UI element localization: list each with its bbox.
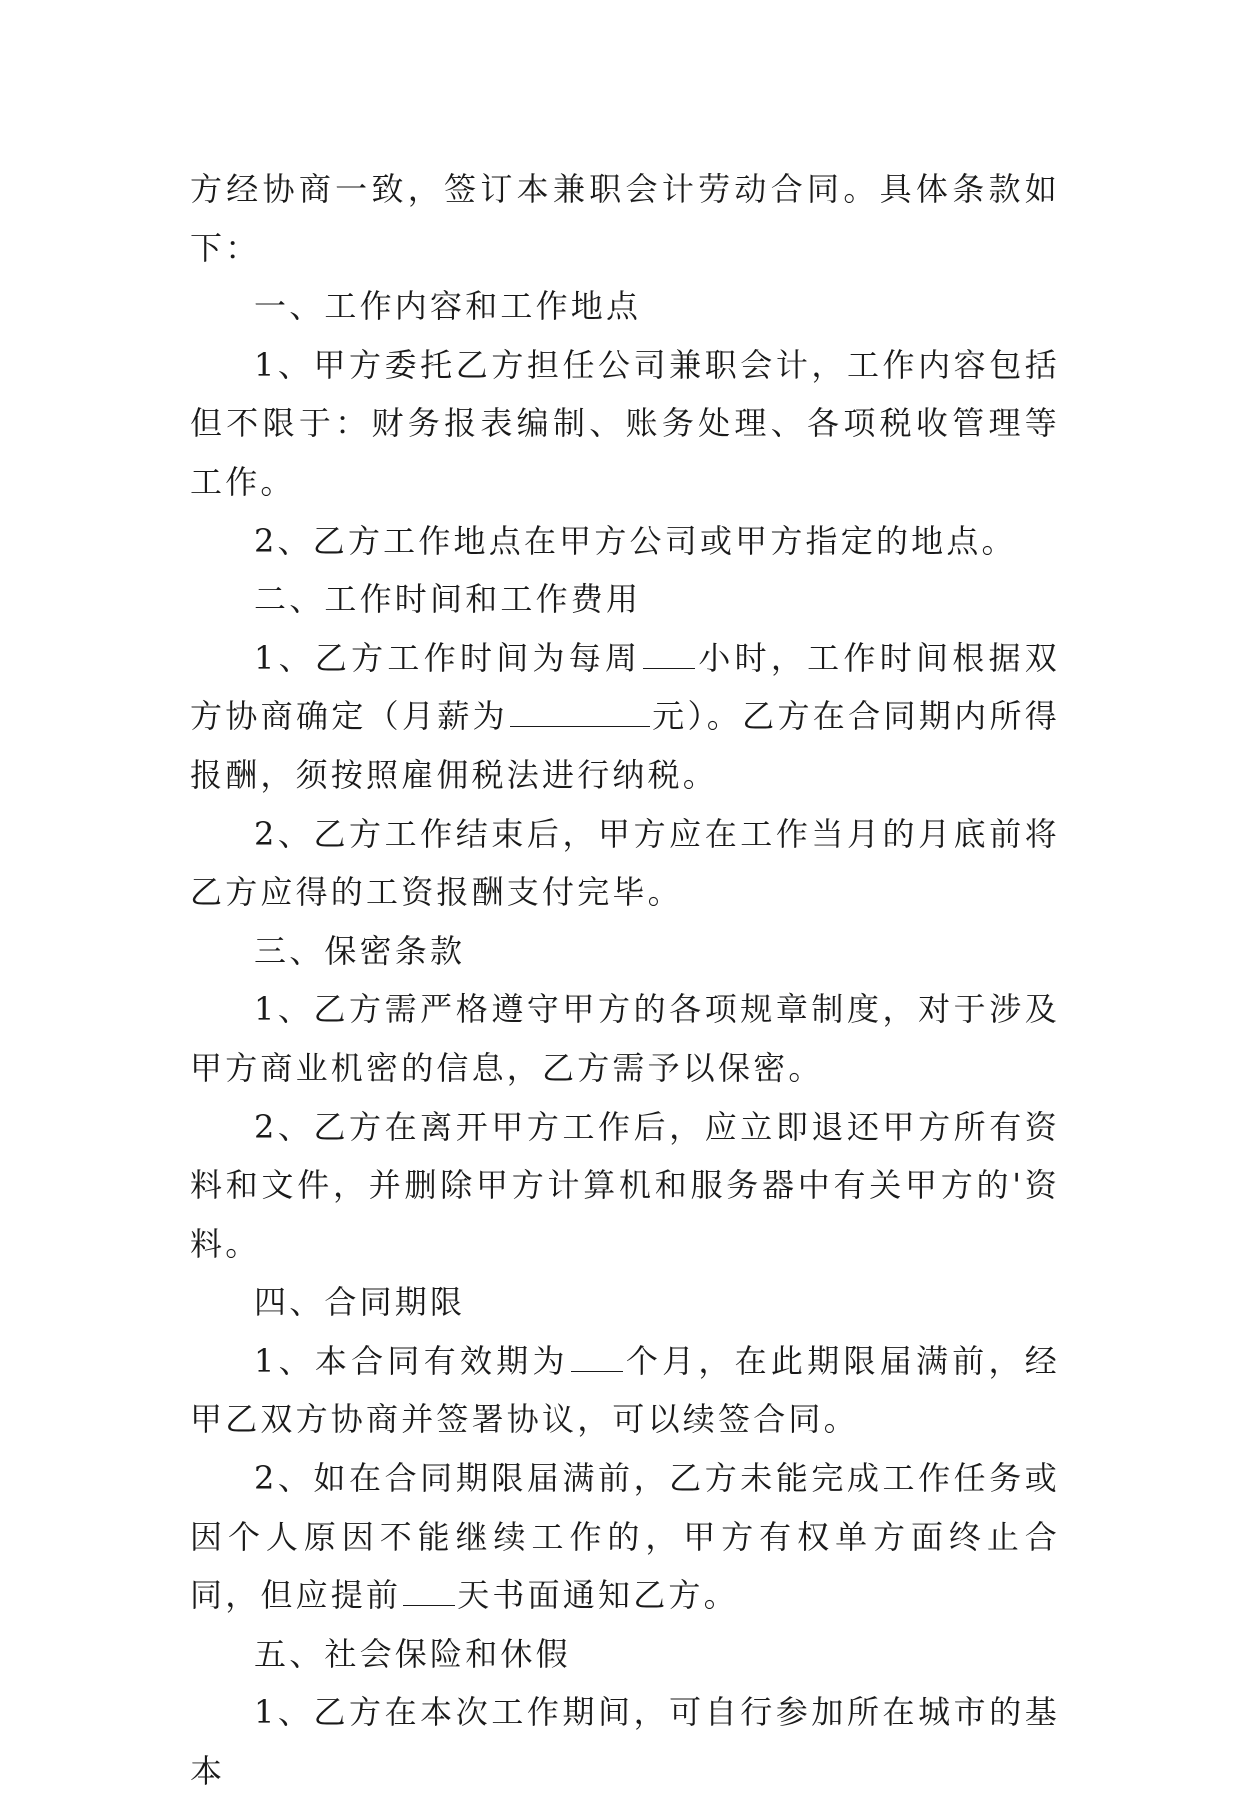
section-1-heading: 一、工作内容和工作地点	[254, 287, 642, 326]
section-4-item-1	[190, 1332, 1060, 1449]
section-2-item-1	[190, 629, 1060, 805]
section-1-item-2: 2、乙方工作地点在甲方公司或甲方指定的地点。	[254, 521, 1017, 560]
section-4-item-1-part-a: 1、本合同有效期为	[254, 1341, 569, 1380]
section-4-item-2-part-b: 天书面通知乙方。	[457, 1576, 739, 1615]
section-5-heading: 五、社会保险和休假	[254, 1634, 571, 1673]
section-4-heading: 四、合同期限	[254, 1283, 466, 1322]
section-3-heading: 三、保密条款	[254, 931, 466, 970]
section-1-item-1: 1、甲方委托乙方担任公司兼职会计，工作内容包括但不限于：财务报表编制、账务处理、各项税收管理等工作。	[190, 345, 1060, 501]
section-2-heading: 二、工作时间和工作费用	[254, 580, 642, 619]
days-blank	[403, 1577, 455, 1606]
section-2-item-1-part-b: 小时，工作时间根据双方协商确定（月薪为	[190, 638, 1060, 736]
document-body	[190, 160, 1060, 1801]
section-2-item-1-part-a: 1、乙方工作时间为每周	[254, 638, 642, 677]
section-2-item-2: 2、乙方工作结束后，甲方应在工作当月的月底前将乙方应得的工资报酬支付完毕。	[190, 814, 1060, 912]
section-5-item-1: 1、乙方在本次工作期间，可自行参加所在城市的基本	[190, 1693, 1060, 1791]
section-4-item-1-part-b: 个月，在此期限届满前，经甲乙双方协商并签署协议，可以续签合同。	[190, 1341, 1060, 1439]
section-2-item-1-part-c: 元）。乙方在合同期内所得报酬，须按照雇佣税法进行纳税。	[190, 697, 1060, 794]
section-3-item-1: 1、乙方需严格遵守甲方的各项规章制度，对于涉及甲方商业机密的信息，乙方需予以保密。	[190, 990, 1060, 1087]
months-blank	[571, 1343, 623, 1372]
salary-blank	[510, 698, 650, 727]
intro-paragraph: 方经协商一致，签订本兼职会计劳动合同。具体条款如下：	[190, 170, 1060, 267]
section-3-item-2: 2、乙方在离开甲方工作后，应立即退还甲方所有资料和文件，并删除甲方计算机和服务器中有关甲方的'资料。	[190, 1107, 1060, 1263]
section-4-item-2	[190, 1449, 1060, 1625]
hours-blank	[643, 640, 695, 669]
section-4-item-2-part-a: 2、如在合同期限届满前，乙方未能完成工作任务或因个人原因不能继续工作的，甲方有权单方面终止合同，但应提前	[190, 1459, 1060, 1615]
